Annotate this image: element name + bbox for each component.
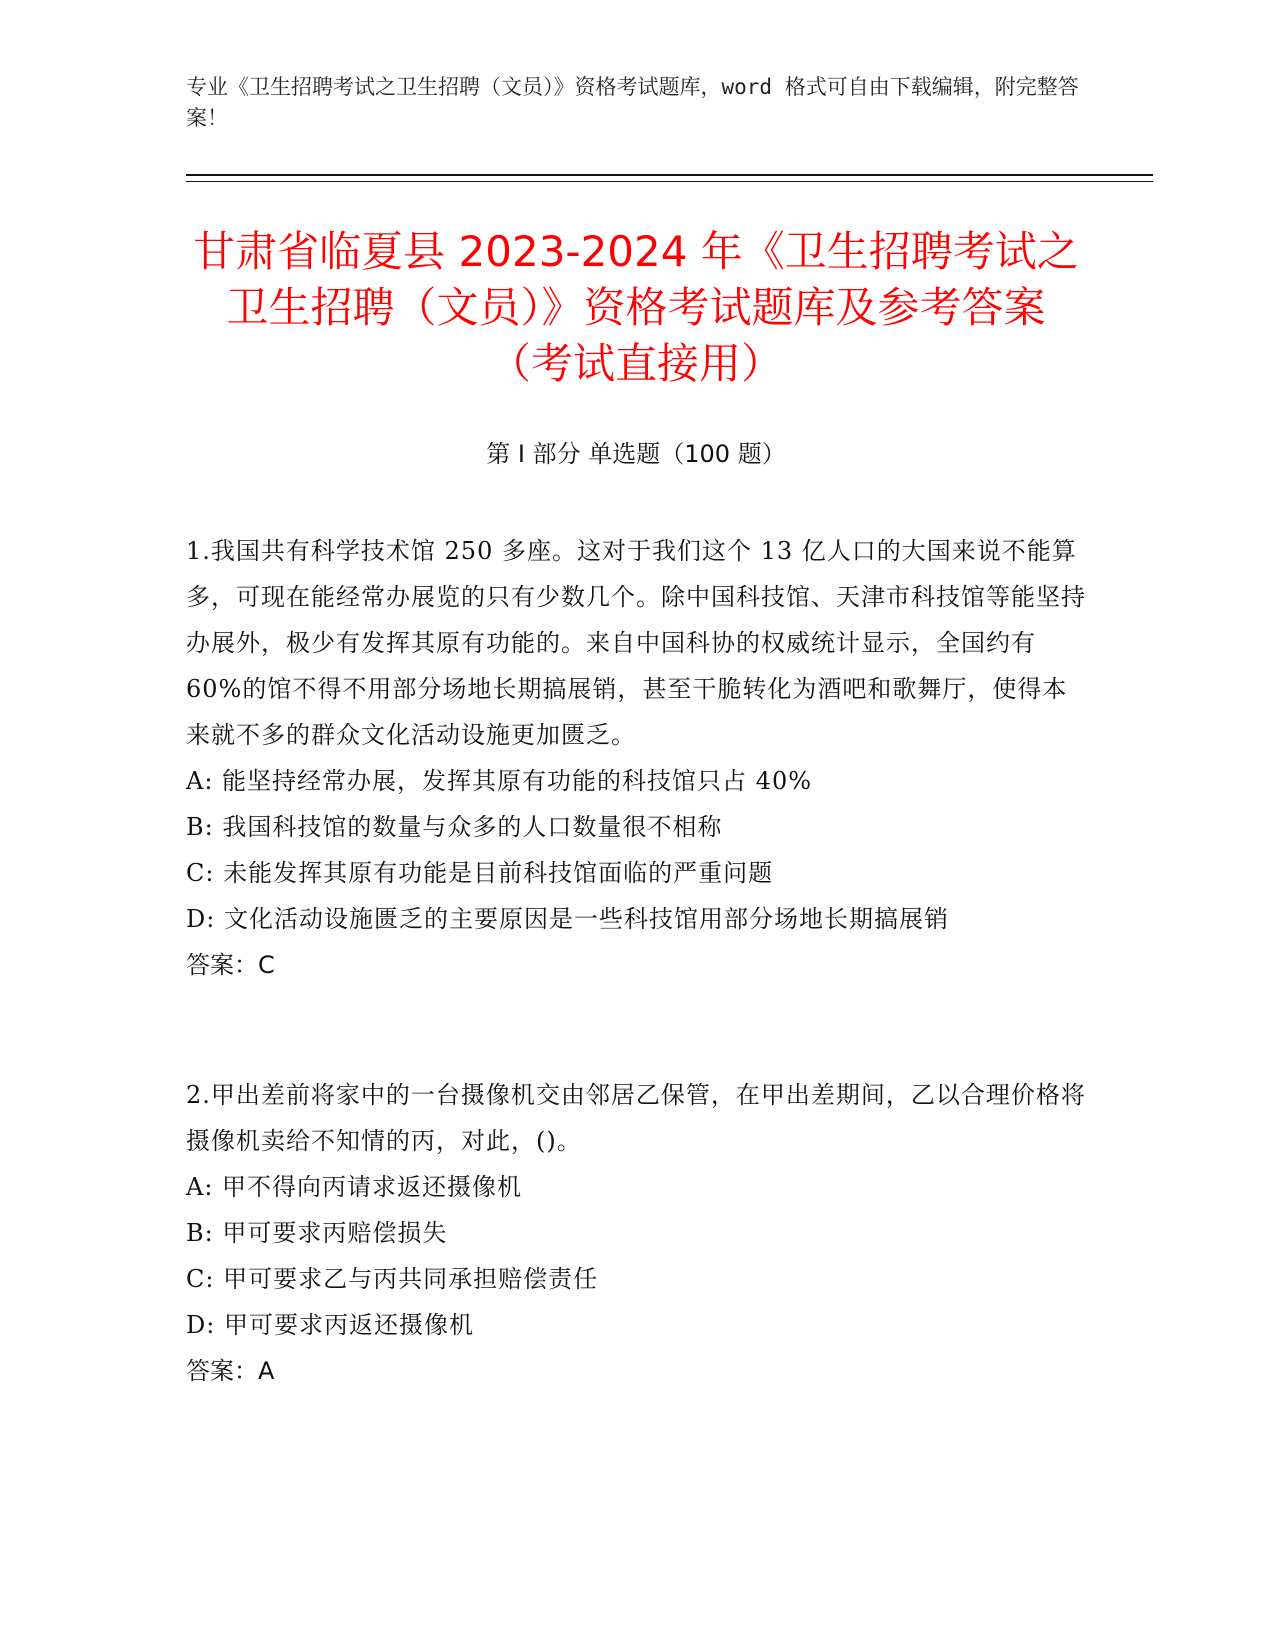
option-a: A: 能坚持经常办展，发挥其原有功能的科技馆只占 40% [186,767,813,795]
option-list [186,758,1086,942]
option-d: D: 甲可要求丙返还摄像机 [186,1311,474,1339]
option-b: B: 甲可要求丙赔偿损失 [186,1219,448,1247]
header-divider-thick [186,174,1153,176]
header-note: 专业《卫生招聘考试之卫生招聘（文员）》资格考试题库，word 格式可自由下载编辑，附完整答案！ [186,75,1079,130]
question-2 [186,1072,1086,1394]
question-stem: 1.我国共有科学技术馆 250 多座。这对于我们这个 13 亿人口的大国来说不能算多，可现在能经常办展览的只有少数几个。除中国科技馆、天津市科技馆等能坚持办展外，极少有发挥其原有功能的。来自中国科协的权威统计显示，全国约有 60%的馆不得不用部分场地长期搞展销，甚至干脆转化为酒吧和歌舞厅，使得本来就不多的群众文化活动设施更加匮乏。 [186,537,1086,749]
question-stem: 2.甲出差前将家中的一台摄像机交由邻居乙保管，在甲出差期间，乙以合理价格将摄像机卖给不知情的丙，对此，()。 [186,1081,1086,1155]
option-b: B: 我国科技馆的数量与众多的人口数量很不相称 [186,813,723,841]
section-heading: 第 I 部分 单选题（100 题） [486,440,786,468]
header-divider-thin [186,181,1153,182]
option-a: A: 甲不得向丙请求返还摄像机 [186,1173,523,1201]
option-d: D: 文化活动设施匮乏的主要原因是一些科技馆用部分场地长期搞展销 [186,905,949,933]
document-title: 甘肃省临夏县 2023-2024 年《卫生招聘考试之卫生招聘（文员）》资格考试题库及参考答案（考试直接用） [193,227,1079,388]
answer-line: 答案：A [186,1357,275,1385]
option-c: C: 未能发挥其原有功能是目前科技馆面临的严重问题 [186,859,774,887]
question-1 [186,528,1086,988]
option-c: C: 甲可要求乙与丙共同承担赔偿责任 [186,1265,599,1293]
answer-line: 答案：C [186,951,275,979]
option-list [186,1164,1086,1348]
